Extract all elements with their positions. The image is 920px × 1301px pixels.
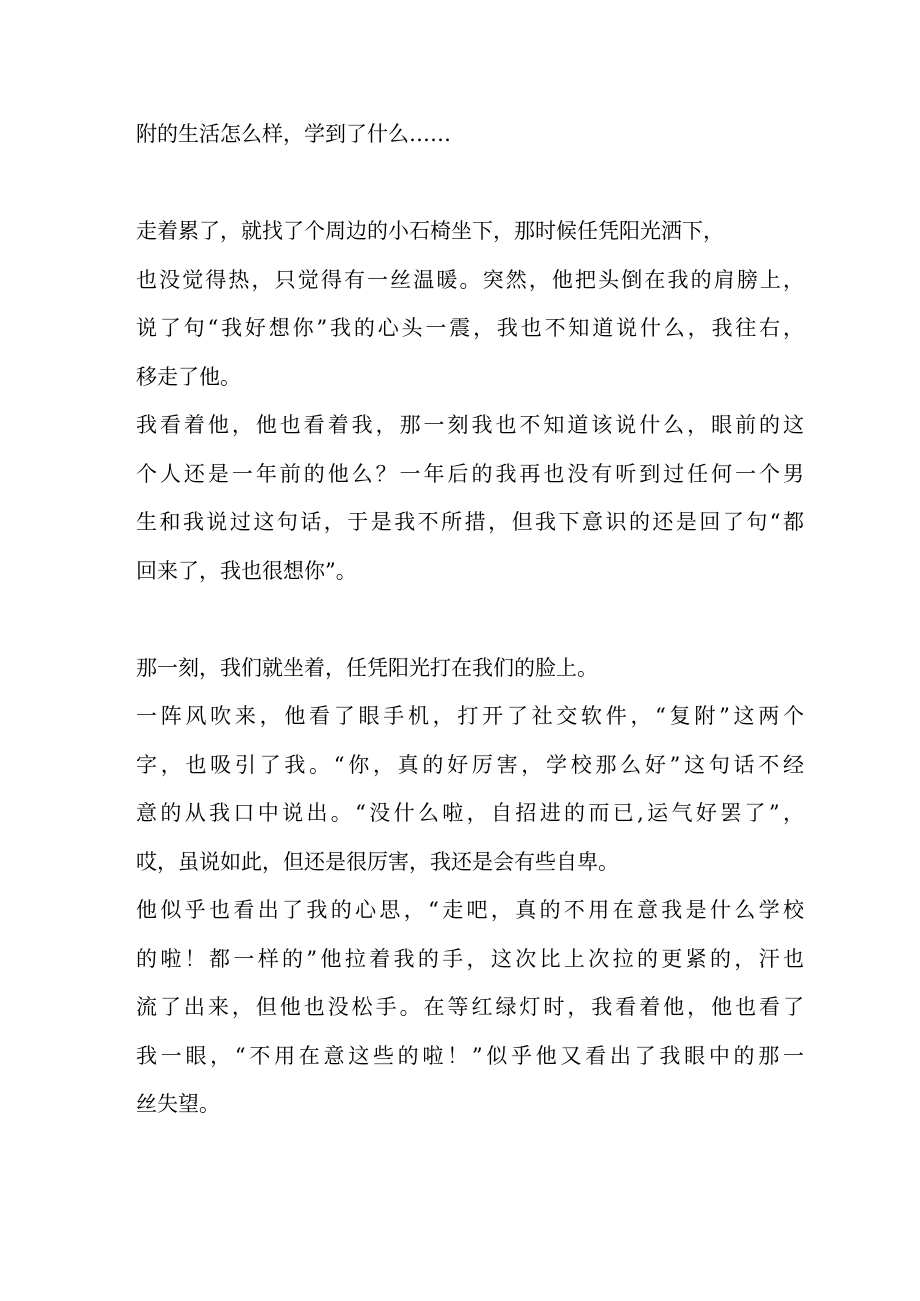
text-line: 意的从我口中说出。“没什么啦，自招进的而已,运气好罢了”， xyxy=(136,801,804,825)
text-line: 生和我说过这句话，于是我不所措，但我下意识的还是回了句“都 xyxy=(136,510,804,534)
text-line: 个人还是一年前的他么？一年后的我再也没有听到过任何一个男 xyxy=(136,461,804,486)
blank-line xyxy=(136,159,804,208)
text-line: 也没觉得热，只觉得有一丝温暖。突然，他把头倒在我的肩膀上， xyxy=(136,267,804,292)
text-line: 字，也吸引了我。“你，真的好厉害，学校那么好”这句话不经 xyxy=(136,752,804,777)
text-line: 丝失望。 xyxy=(136,1092,220,1116)
text-line: 流了出来，但他也没松手。在等红绿灯时，我看着他，他也看了 xyxy=(136,995,804,1019)
text-line: 附的生活怎么样，学到了什么…… xyxy=(136,122,451,146)
blank-line xyxy=(136,595,804,644)
document-page xyxy=(136,110,804,1129)
text-line: 回来了，我也很想你”。 xyxy=(136,558,357,583)
text-line: 走着累了，就找了个周边的小石椅坐下，那时候任凭阳光洒下， xyxy=(136,219,724,243)
text-line: 移走了他。 xyxy=(136,364,241,389)
text-line: 的啦！都一样的”他拉着我的手，这次比上次拉的更紧的，汗也 xyxy=(136,946,804,971)
text-line: 哎，虽说如此，但还是很厉害，我还是会有些自卑。 xyxy=(136,849,619,874)
text-line: 他似乎也看出了我的心思，“走吧，真的不用在意我是什么学校 xyxy=(136,898,804,922)
text-line: 我一眼，“不用在意这些的啦！”似乎他又看出了我眼中的那一 xyxy=(136,1043,804,1068)
text-line: 一阵风吹来，他看了眼手机，打开了社交软件，“复附”这两个 xyxy=(136,704,804,728)
text-line: 我看着他，他也看着我，那一刻我也不知道该说什么，眼前的这 xyxy=(136,413,804,437)
text-line: 那一刻，我们就坐着，任凭阳光打在我们的脸上。 xyxy=(136,655,598,680)
text-line: 说了句“我好想你”我的心头一震，我也不知道说什么，我往右， xyxy=(136,316,804,340)
